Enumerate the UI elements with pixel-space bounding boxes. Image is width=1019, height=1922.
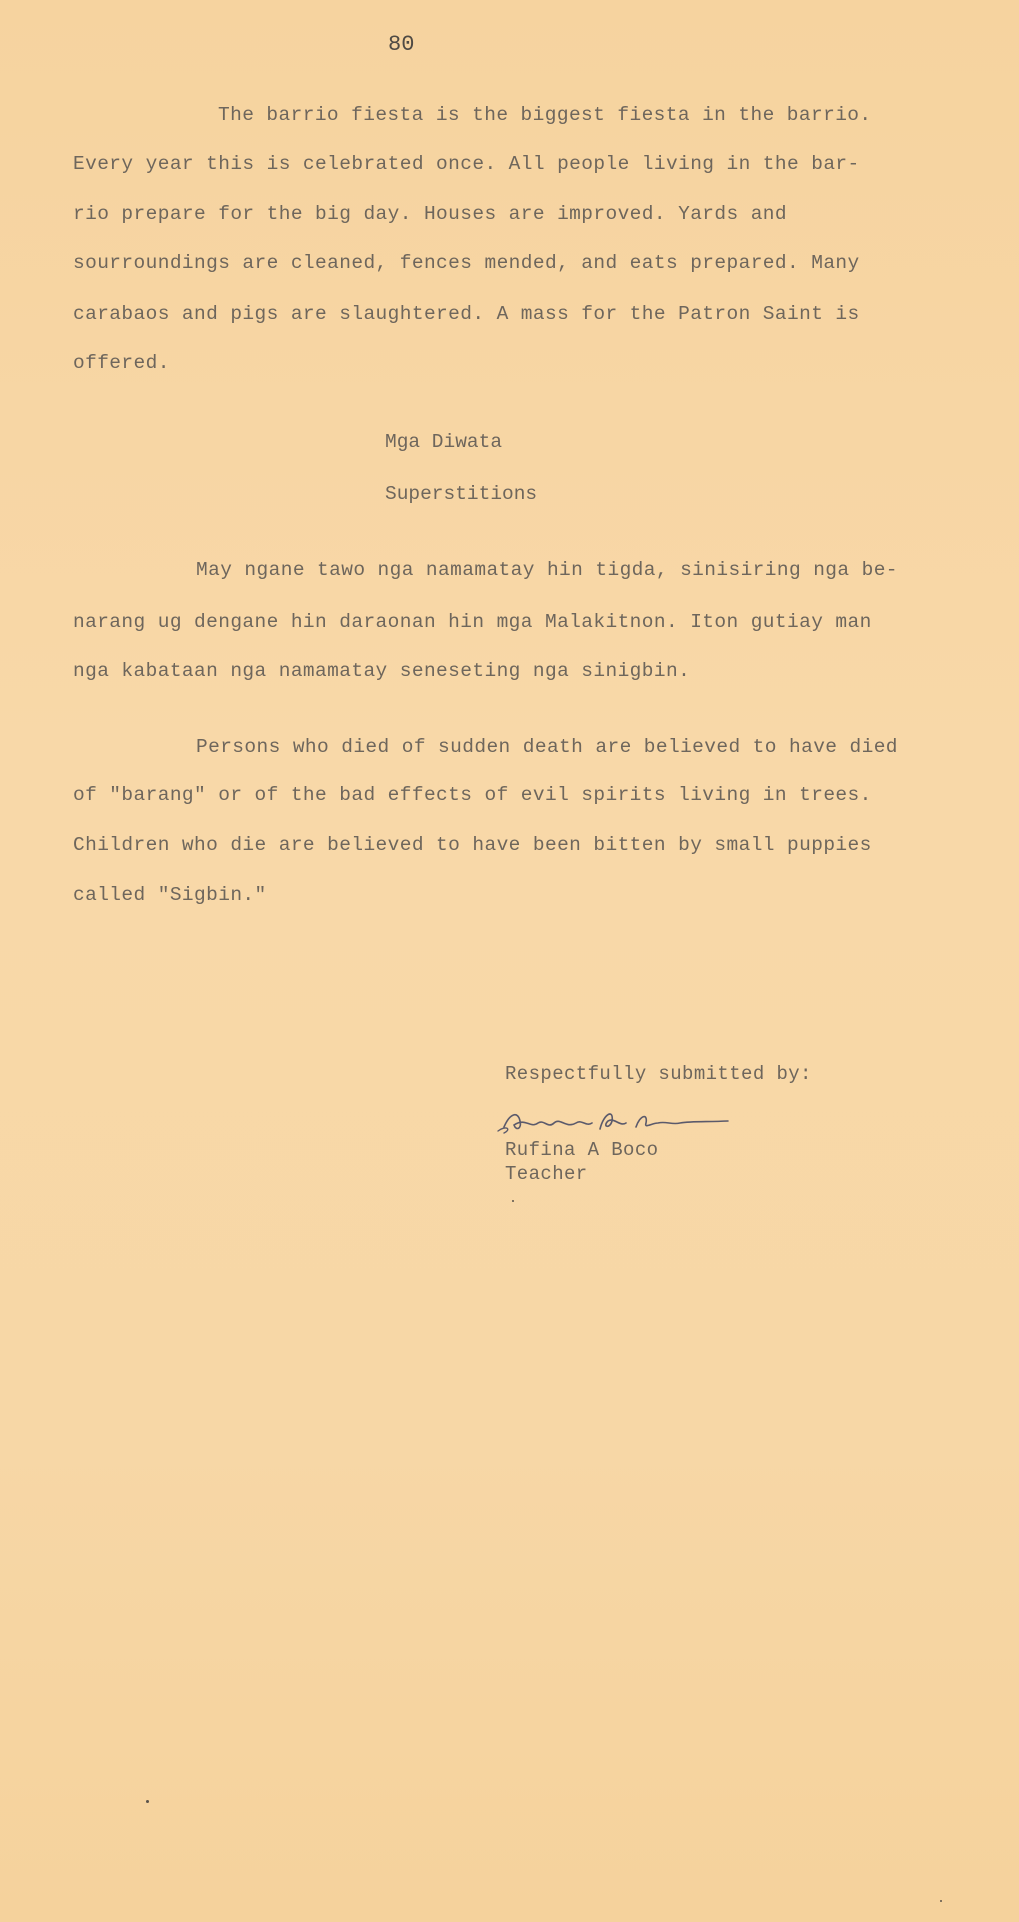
paragraph-2-line: narang ug dengane hin daraonan hin mga Malakitnon. Iton gutiay man [73, 611, 872, 633]
paragraph-1-line: carabaos and pigs are slaughtered. A mass for the Patron Saint is [73, 303, 860, 325]
paragraph-1-line: Every year this is celebrated once. All people living in the bar- [73, 153, 860, 175]
paragraph-2-line: May ngane tawo nga namamatay hin tigda, sinisiring nga be- [196, 559, 898, 581]
paragraph-1-line: The barrio fiesta is the biggest fiesta in the barrio. [218, 104, 872, 126]
paragraph-1-line: rio prepare for the big day. Houses are improved. Yards and [73, 203, 788, 225]
paper-speck [146, 1800, 149, 1803]
submitted-by-label: Respectfully submitted by: [505, 1063, 812, 1085]
paragraph-3-line: called "Sigbin." [73, 884, 267, 906]
signer-name: Rufina A Boco [505, 1139, 659, 1161]
section-heading: Mga Diwata [385, 431, 503, 453]
paper-speck [512, 1200, 514, 1202]
paragraph-3-line: of "barang" or of the bad effects of evil spirits living in trees. [73, 784, 872, 806]
paragraph-1-line: sourroundings are cleaned, fences mended, and eats prepared. Many [73, 252, 860, 274]
paragraph-2-line: nga kabataan nga namamatay seneseting nga sinigbin. [73, 660, 691, 682]
section-subheading: Superstitions [385, 483, 538, 505]
paper-speck [940, 1900, 942, 1902]
signer-title: Teacher [505, 1163, 588, 1185]
page-number: 80 [388, 32, 415, 57]
handwritten-signature [496, 1103, 736, 1137]
paragraph-3-line: Children who die are believed to have been bitten by small puppies [73, 834, 872, 856]
paragraph-1-line: offered. [73, 352, 170, 374]
paragraph-3-line: Persons who died of sudden death are believed to have died [196, 736, 898, 758]
